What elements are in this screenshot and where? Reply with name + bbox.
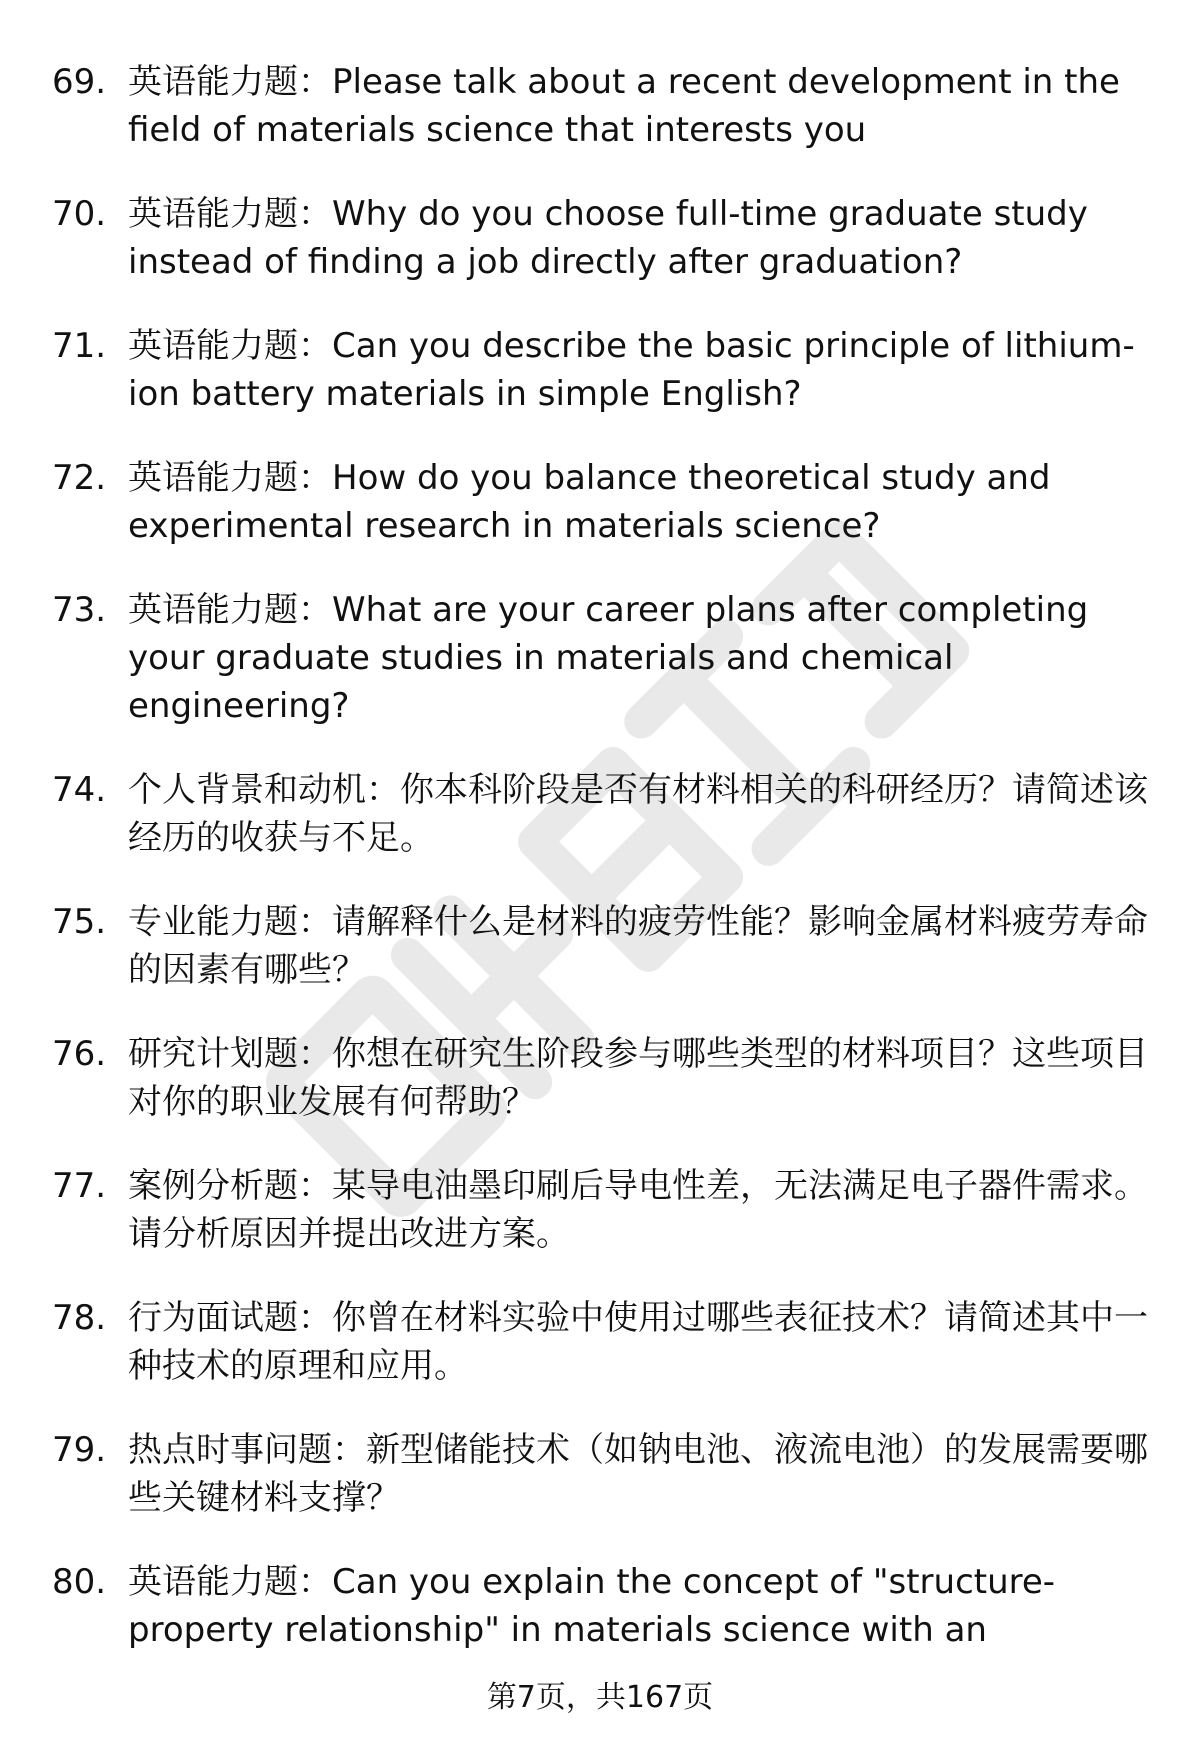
question-number: 75. <box>52 902 107 942</box>
question-text: 英语能力题：What are your career plans after completing your graduate studies in materials and chemical engineering? <box>128 590 1089 726</box>
question-item <box>52 190 1162 286</box>
question-text: 英语能力题：Please talk about a recent development in the field of materials science that interests you <box>128 62 1120 150</box>
question-number: 76. <box>52 1034 107 1074</box>
question-item <box>52 898 1162 994</box>
question-item <box>52 766 1162 862</box>
question-text: 案例分析题：某导电油墨印刷后导电性差，无法满足电子器件需求。请分析原因并提出改进方案。 <box>128 1166 1148 1254</box>
question-number: 69. <box>52 62 107 102</box>
question-item <box>52 586 1162 730</box>
page-footer: 第7页，共167页 <box>486 1680 714 1715</box>
question-number: 71. <box>52 326 107 366</box>
question-list <box>52 58 1162 1690</box>
question-number: 80. <box>52 1562 107 1602</box>
question-item <box>52 58 1162 154</box>
question-item <box>52 1162 1162 1258</box>
question-number: 72. <box>52 458 107 498</box>
question-item <box>52 1294 1162 1390</box>
question-text: 个人背景和动机：你本科阶段是否有材料相关的科研经历？请简述该经历的收获与不足。 <box>128 770 1148 858</box>
question-text: 研究计划题：你想在研究生阶段参与哪些类型的材料项目？这些项目对你的职业发展有何帮助？ <box>128 1034 1148 1122</box>
question-item <box>52 322 1162 418</box>
question-number: 73. <box>52 590 107 630</box>
question-number: 78. <box>52 1298 107 1338</box>
question-item <box>52 1030 1162 1126</box>
question-item <box>52 1558 1162 1654</box>
question-text: 英语能力题：Can you explain the concept of "structure-property relationship" in materials science with an <box>128 1562 1056 1650</box>
question-text: 热点时事问题：新型储能技术（如钠电池、液流电池）的发展需要哪些关键材料支撑？ <box>128 1430 1148 1518</box>
question-item <box>52 1426 1162 1522</box>
question-number: 74. <box>52 770 107 810</box>
question-text: 英语能力题：Why do you choose full-time graduate study instead of finding a job directly after graduation? <box>128 194 1088 282</box>
question-text: 行为面试题：你曾在材料实验中使用过哪些表征技术？请简述其中一种技术的原理和应用。 <box>128 1298 1148 1386</box>
question-number: 77. <box>52 1166 107 1206</box>
question-text: 英语能力题：How do you balance theoretical study and experimental research in materials science? <box>128 458 1051 546</box>
question-number: 70. <box>52 194 107 234</box>
question-number: 79. <box>52 1430 107 1470</box>
question-item <box>52 454 1162 550</box>
question-text: 专业能力题：请解释什么是材料的疲劳性能？影响金属材料疲劳寿命的因素有哪些？ <box>128 902 1148 990</box>
question-text: 英语能力题：Can you describe the basic principle of lithium-ion battery materials in simple English? <box>128 326 1135 414</box>
